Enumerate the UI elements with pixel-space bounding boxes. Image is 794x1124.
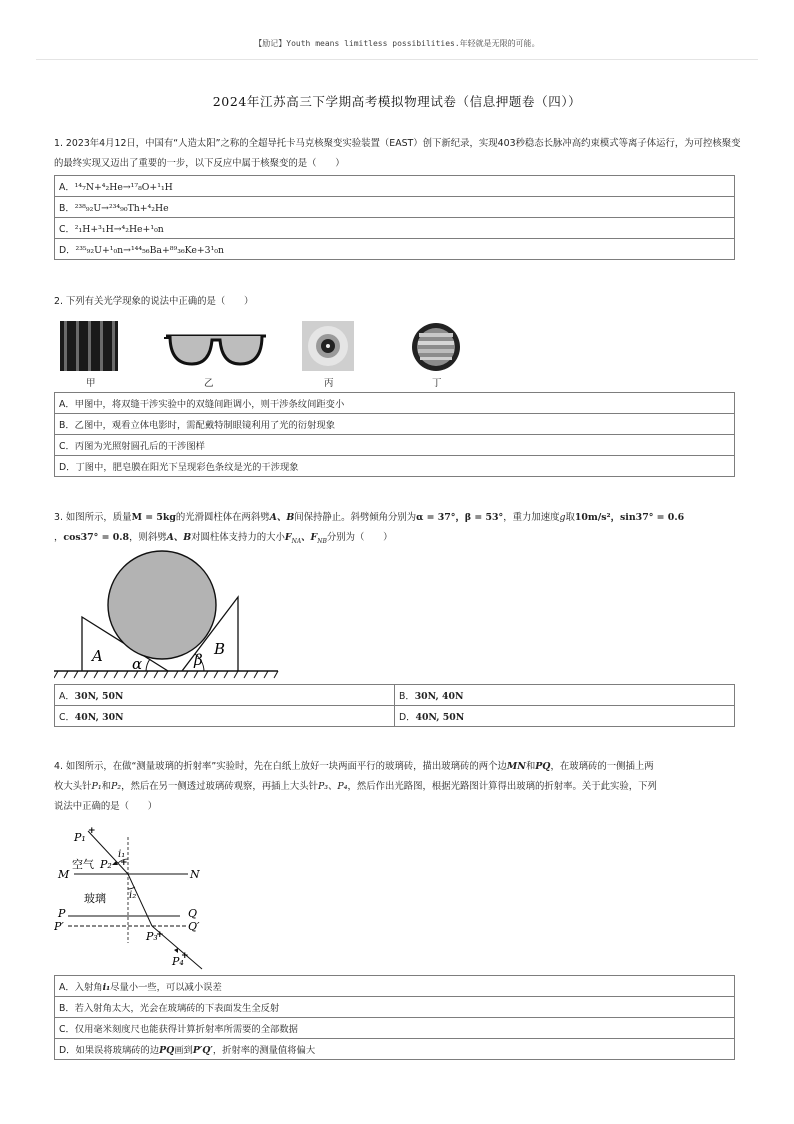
q3-option-a[interactable]: A．30N, 50N (55, 685, 395, 706)
q2-option-c[interactable]: C．丙图为光照射圆孔后的干涉图样 (55, 435, 735, 456)
svg-text:+: + (156, 930, 164, 940)
q1-option-d-formula: ²³⁵₉₂U+¹₀n→¹⁴⁴₅₆Ba+⁸⁹₃₆Ke+3¹₀n (75, 245, 225, 256)
caption-jia: 甲 (86, 378, 96, 389)
q3-option-d[interactable]: D．40N, 50N (395, 706, 735, 727)
glass-label: 玻璃 (84, 892, 106, 905)
q1-option-a[interactable]: A．¹⁴₇N+⁴₂He→¹⁷₈O+¹₁H (55, 176, 735, 197)
i1-label: i₁ (118, 849, 126, 860)
p1-label: P₁ (74, 831, 86, 844)
q2-options (54, 392, 735, 477)
page-title: 2024年江苏高三下学期高考模拟物理试卷（信息押题卷（四）） (212, 94, 582, 109)
beta-label: β (194, 651, 203, 669)
edge-m-label: M (58, 868, 70, 881)
p2-label: P₂ (100, 858, 112, 871)
q1-options (54, 175, 735, 260)
q3-option-c[interactable]: C．40N, 30N (55, 706, 395, 727)
q1-option-c[interactable]: C．²₁H+³₁H→⁴₂He+¹₀n (55, 218, 735, 239)
edge-p-label: P (58, 907, 66, 920)
p3-label: P₃ (146, 930, 158, 943)
p4-label: P₄ (172, 955, 184, 968)
q1-option-a-formula: ¹⁴₇N+⁴₂He→¹⁷₈O+¹₁H (74, 182, 173, 193)
edge-q-prime-label: Q′ (188, 920, 200, 933)
q1-option-c-formula: ²₁H+³₁H→⁴₂He+¹₀n (74, 224, 164, 235)
q4-option-c[interactable]: C．仅用毫米刻度尺也能获得计算折射率所需要的全部数据 (55, 1018, 735, 1039)
q4-refraction-figure (54, 823, 214, 973)
q4-options (54, 975, 735, 1060)
q2-stem: 2. 下列有关光学现象的说法中正确的是（ ） (54, 296, 254, 307)
q4-option-b[interactable]: B．若入射角太大，光会在玻璃砖的下表面发生全反射 (55, 997, 735, 1018)
caption-bing: 丙 (324, 378, 334, 389)
q2-option-b[interactable]: B．乙图中，观看立体电影时，需配戴特制眼镜利用了光的衍射现象 (55, 414, 735, 435)
caption-yi: 乙 (204, 378, 214, 389)
q3-options (54, 684, 735, 727)
edge-p-prime-label: P′ (54, 920, 64, 933)
q3-option-b[interactable]: B．30N, 40N (395, 685, 735, 706)
svg-text:+: + (181, 951, 189, 961)
wedge-b-label: B (214, 640, 226, 658)
wedge-a-label: A (92, 647, 103, 665)
page-header: 【励记】Youth means limitless possibilities.年轻就是无限的可能。 (254, 39, 540, 48)
q3-stem: 3. 如图所示，质量M = 5kg的光滑圆柱体在两斜劈A、B间保持静止。斜劈倾角分别为α = 37°，β = 53°，重力加速度g取10m/s²，sin37° = 0.6 ，cos37° = 0.8，则斜劈A、B对圆柱体支持力的大小$F_{NA}$、$F_{NB}$分别为（ ） (54, 512, 685, 545)
q1-option-b[interactable]: B．²³⁸₉₂U→²³⁴₉₀Th+⁴₂He (55, 197, 735, 218)
air-label: 空气 (72, 858, 94, 871)
circular-hole-diffraction-image (302, 321, 356, 373)
q2-option-d[interactable]: D．丁图中，肥皂膜在阳光下呈现彩色条纹是光的干涉现象 (55, 456, 735, 477)
header-divider (36, 59, 758, 60)
svg-text:+: + (120, 858, 128, 868)
edge-n-label: N (190, 868, 200, 881)
q1-stem: 1. 2023年4月12日，中国有“人造太阳”之称的全超导托卡马克核聚变实验装置（EAST）创下新纪录，实现403秒稳态长脉冲高约束模式等离子体运行，为可控核聚变的最终实现又迈出了重要的一步，以下反应中属于核聚变的是（ ） (54, 138, 741, 169)
q3-cylinder-wedge-figure (54, 547, 284, 681)
svg-text:+: + (88, 826, 96, 836)
q2-option-a[interactable]: A．甲图中，将双缝干涉实验中的双缝间距调小，则干涉条纹间距变小 (55, 393, 735, 414)
3d-glasses-image (164, 330, 268, 370)
edge-q-label: Q (188, 907, 198, 920)
q1-option-d[interactable]: D．²³⁵₉₂U+¹₀n→¹⁴⁴₅₆Ba+⁸⁹₃₆Ke+3¹₀n (55, 239, 735, 260)
q4-stem: 4. 如图所示，在做“测量玻璃的折射率”实验时，先在白纸上放好一块两面平行的玻璃砖，描出玻璃砖的两个边MN和PQ，在玻璃砖的一侧插上两 枚大头针P₁和P₂，然后在另一侧透过玻璃砖观察，再插上大头针P₃、P₄，然后作出光路图，根据光路图计算得出玻璃的折射率。关于此实验，下列 说法中正确的是（ ） (54, 761, 657, 812)
q1-option-b-formula: ²³⁸₉₂U→²³⁴₉₀Th+⁴₂He (74, 203, 169, 214)
alpha-label: α (132, 655, 143, 673)
caption-ding: 丁 (432, 378, 442, 389)
double-slit-fringes-image (60, 321, 120, 373)
q4-option-a[interactable]: A．入射角i₁尽量小一些，可以减小误差 (55, 976, 735, 997)
i2-label: i₂ (129, 890, 137, 901)
soap-film-image (410, 321, 464, 373)
q4-option-d[interactable]: D．如果误将玻璃砖的边PQ画到P′Q′，折射率的测量值将偏大 (55, 1039, 735, 1060)
